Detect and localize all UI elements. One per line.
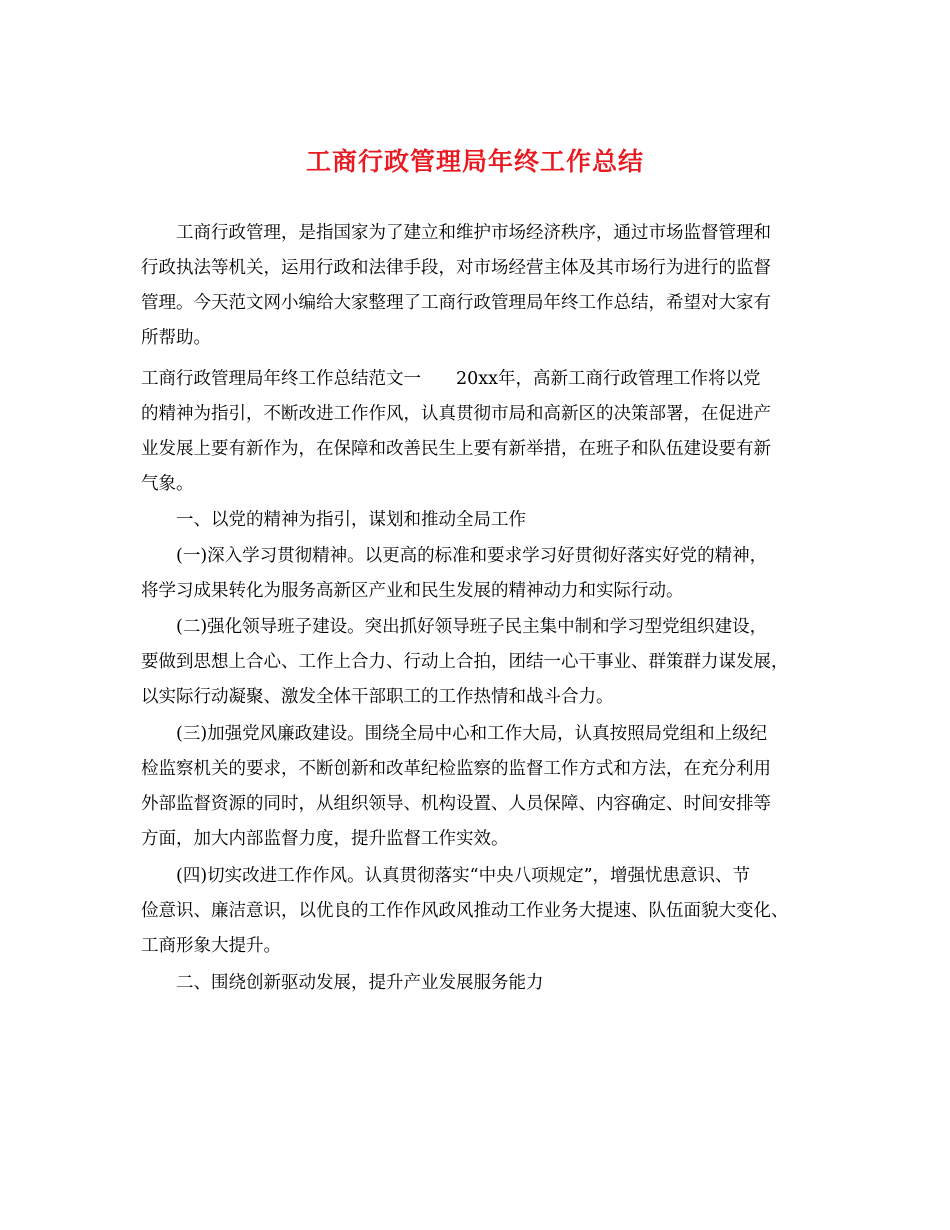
document-title: 工商行政管理局年终工作总结 [305,147,644,176]
body-line: 行政执法等机关，运用行政和法律手段，对市场经营主体及其市场行为进行的监督 [141,258,771,278]
body-line: 以实际行动凝聚、激发全体干部职工的工作热情和战斗合力。 [141,687,614,707]
body-line: 气象。 [141,474,194,494]
body-line: (三)加强党风廉政建设。围绕全局中心和工作大局，认真按照局党组和上级纪 [176,724,768,744]
body-line: 外部监督资源的同时，从组织领导、机构设置、人员保障、内容确定、时间安排等 [141,794,771,814]
body-line: 要做到思想上合心、工作上合力、行动上合拍，团结一心干事业、群策群力谋发展， [141,652,789,672]
body-line: 方面，加大内部监督力度，提升监督工作实效。 [141,829,509,849]
section-heading: 一、以党的精神为指引，谋划和推动全局工作 [176,510,526,530]
body-line: (一)深入学习贯彻精神。以更高的标准和要求学习好贯彻好落实好党的精神， [176,546,768,566]
body-line: (二)强化领导班子建设。突出抓好领导班子民主集中制和学习型党组织建设， [176,617,768,637]
body-line: (四)切实改进工作作风。认真贯彻落实“中央八项规定”，增强忧患意识、节 [176,866,751,886]
body-line: 检监察机关的要求，不断创新和改革纪检监察的监督工作方式和方法，在充分利用 [141,759,771,779]
body-line: 的精神为指引，不断改进工作作风，认真贯彻市局和高新区的决策部署，在促进产 [141,404,771,424]
body-line: 将学习成果转化为服务高新区产业和民生发展的精神动力和实际行动。 [141,581,684,601]
body-line: 管理。今天范文网小编给大家整理了工商行政管理局年终工作总结，希望对大家有 [141,293,771,313]
body-line: 工商行政管理，是指国家为了建立和维护市场经济秩序，通过市场监督管理和 [176,223,771,243]
body-line: 工商行政管理局年终工作总结范文一 20xx年，高新工商行政管理工作将以党 [141,369,761,389]
body-line: 工商形象大提升。 [141,936,281,956]
body-line: 俭意识、廉洁意识，以优良的工作作风政风推动工作业务大提速、队伍面貌大变化、 [141,901,789,921]
body-line: 所帮助。 [141,328,211,348]
section-heading: 二、围绕创新驱动发展，提升产业发展服务能力 [176,973,544,993]
body-line: 业发展上要有新作为，在保障和改善民生上要有新举措，在班子和队伍建设要有新 [141,439,771,459]
